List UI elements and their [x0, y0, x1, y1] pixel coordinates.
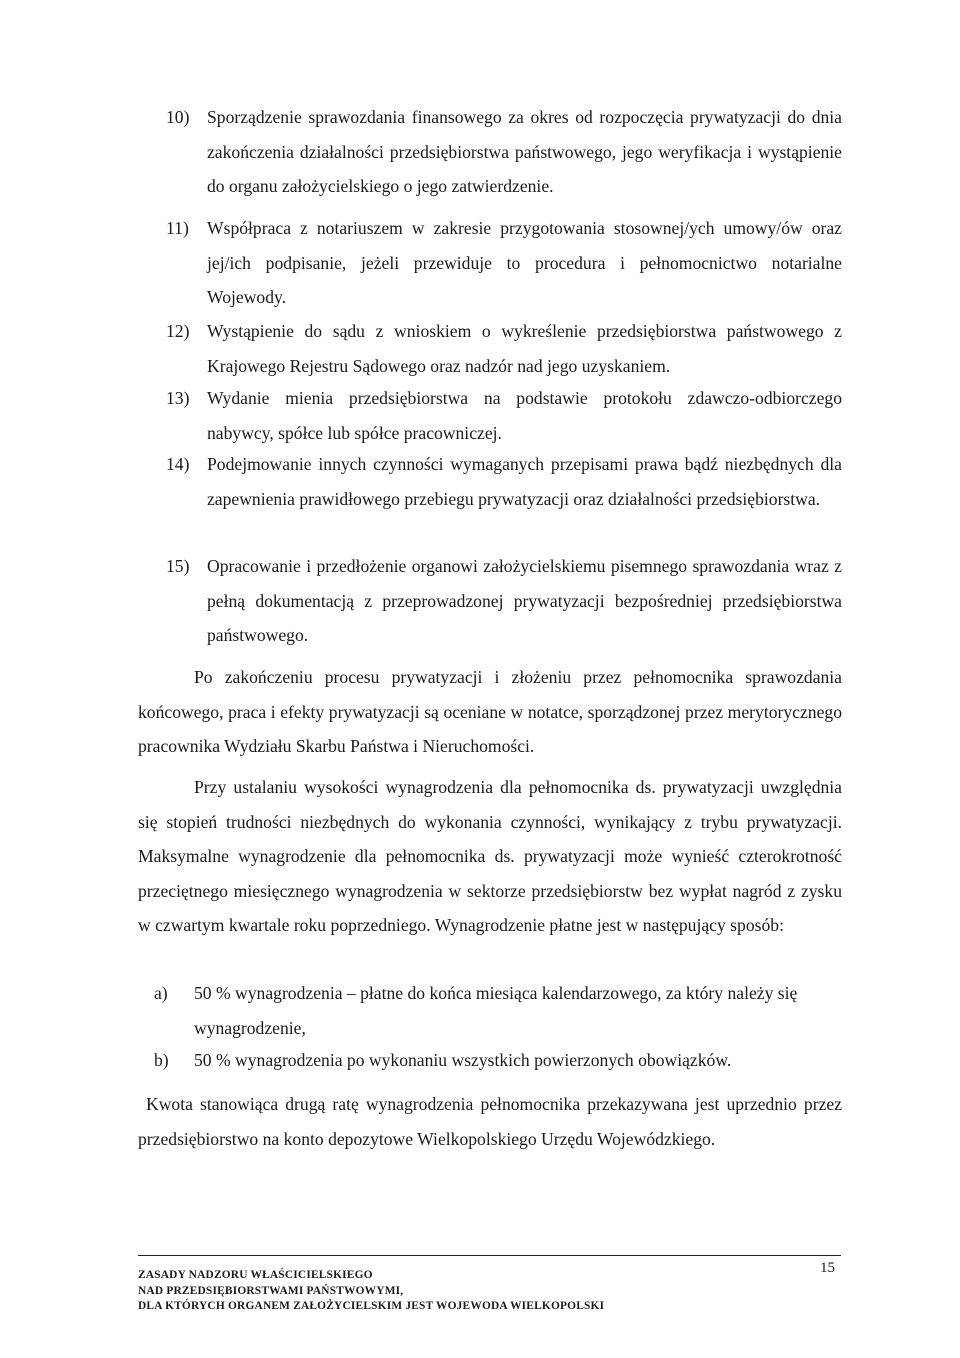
sub-item-label: b)	[154, 1050, 169, 1070]
list-item-14	[166, 447, 842, 516]
footer-line-2: NAD PRZEDSIĘBIORSTWAMI PAŃSTWOWYMI,	[138, 1284, 404, 1297]
list-item-number: 13)	[166, 388, 190, 408]
page-number: 15	[820, 1260, 835, 1276]
sub-item-label: a)	[154, 983, 168, 1003]
list-item-text: Podejmowanie innych czynności wymaganych przepisami prawa bądź niezbędnych dla zapewnienia prawidłowego przebiegu prywatyzacji oraz działalności przedsiębiorstwa.	[207, 454, 842, 509]
list-item-number: 11)	[166, 218, 189, 238]
sub-item-text: 50 % wynagrodzenia po wykonaniu wszystkich powierzonych obowiązków.	[194, 1050, 732, 1070]
sub-item-b	[154, 1043, 842, 1078]
list-item-11	[166, 211, 842, 315]
paragraph-deposit: Kwota stanowiąca drugą ratę wynagrodzenia pełnomocnika przekazywana jest uprzednio przez przedsiębiorstwo na konto depozytowe Wielkopolskiego Urzędu Wojewódzkiego.	[138, 1094, 842, 1149]
list-item-15	[166, 549, 842, 653]
list-item-number: 15)	[166, 556, 190, 576]
list-item-text: Sporządzenie sprawozdania finansowego za okres od rozpoczęcia prywatyzacji do dnia zakończenia działalności przedsiębiorstwa państwowego, jego weryfikacja i wystąpienie do organu założycielskiego o jego zatwierdzenie.	[207, 107, 842, 196]
list-item-text: Wystąpienie do sądu z wnioskiem o wykreślenie przedsiębiorstwa państwowego z Krajowego Rejestru Sądowego oraz nadzór nad jego uzyskaniem.	[207, 321, 842, 376]
footer-line-3: DLA KTÓRYCH ORGANEM ZAŁOŻYCIELSKIM JEST WOJEWODA WIELKOPOLSKI	[138, 1300, 605, 1312]
paragraph-remuneration: Przy ustalaniu wysokości wynagrodzenia dla pełnomocnika ds. prywatyzacji uwzględnia się stopień trudności niezbędnych do wykonania czynności, wynikający z trybu prywatyzacji. Maksymalne wynagrodzenie dla pełnomocnika ds. prywatyzacji może wynieść czterokrotność przeciętnego miesięcznego wynagrodzenia w sektorze przedsiębiorstw bez wypłat nagród z zysku w czwartym kwartale roku poprzedniego. Wynagrodzenie płatne jest w następujący sposób:	[138, 777, 842, 935]
list-item-text: Opracowanie i przedłożenie organowi założycielskiemu pisemnego sprawozdania wraz z pełną dokumentacją z przeprowadzonej prywatyzacji bezpośredniej przedsiębiorstwa państwowego.	[207, 556, 842, 645]
list-item-number: 10)	[166, 107, 190, 127]
footer-line-1: ZASADY NADZORU WŁAŚCICIELSKIEGO	[138, 1269, 373, 1281]
paragraph-evaluation: Po zakończeniu procesu prywatyzacji i złożeniu przez pełnomocnika sprawozdania końcowego, praca i efekty prywatyzacji są oceniane w notatce, sporządzonej przez merytorycznego pracownika Wydziału Skarbu Państwa i Nieruchomości.	[138, 667, 842, 756]
footer-divider	[138, 1255, 841, 1256]
list-item-text: Wydanie mienia przedsiębiorstwa na podstawie protokołu zdawczo-odbiorczego nabywcy, spółce lub spółce pracowniczej.	[207, 388, 842, 443]
list-item-number: 14)	[166, 454, 190, 474]
sub-item-a	[154, 976, 842, 1045]
list-item-12	[166, 314, 842, 383]
sub-item-text: 50 % wynagrodzenia – płatne do końca miesiąca kalendarzowego, za który należy się wynagrodzenie,	[194, 983, 798, 1038]
footer	[138, 1268, 778, 1315]
list-item-10	[166, 100, 842, 204]
list-item-number: 12)	[166, 321, 190, 341]
list-item-13	[166, 381, 842, 450]
list-item-text: Współpraca z notariuszem w zakresie przygotowania stosownej/ych umowy/ów oraz jej/ich podpisanie, jeżeli przewiduje to procedura i pełnomocnictwo notarialne Wojewody.	[207, 218, 842, 307]
